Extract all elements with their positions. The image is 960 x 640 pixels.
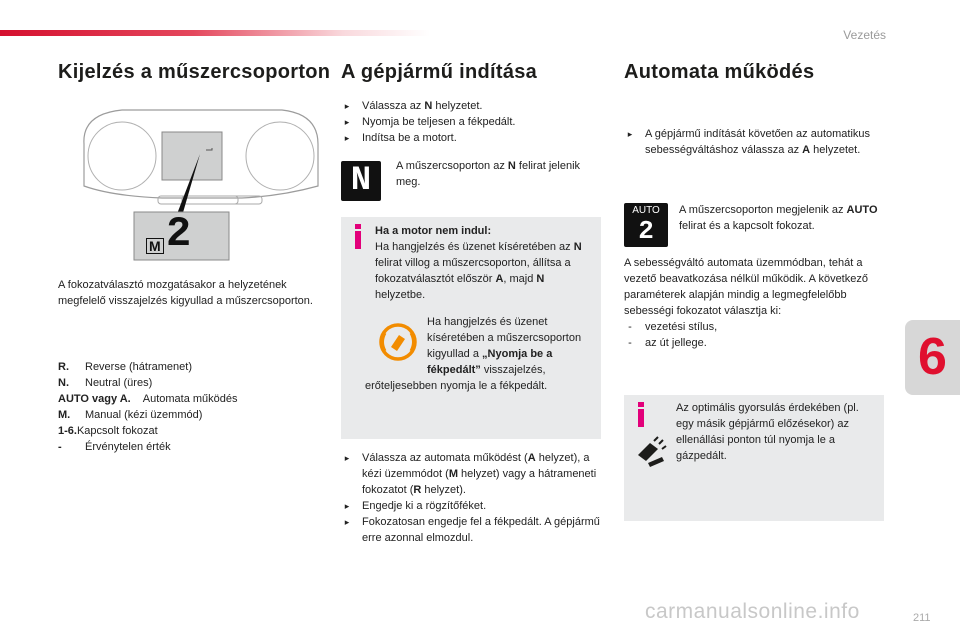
legend-key: AUTO vagy A. (58, 393, 131, 405)
gear-legend (58, 359, 318, 455)
legend-row (58, 423, 318, 439)
box-text-1 (375, 223, 593, 303)
auto-param-list (624, 319, 886, 351)
auto-paragraph: A sebességváltó automata üzemmódban, tehát a vezető beavatkozása nélkül működik. A következő paraméterek alapján mindig a legmegfelelőbb sebességi fokozatot választja ki: (624, 257, 868, 317)
col1-intro: A fokozatválasztó mozgatásakor a helyzetének megfelelő visszajelzés kigyullad a műszercsoporton. (58, 279, 313, 307)
step-text: helyzet). (421, 484, 466, 496)
step-text: Nyomja be teljesen a fékpedált. (362, 116, 516, 128)
step-text: A gépjármű indítását követően az automatikus sebességváltáshoz válassza az (645, 128, 871, 156)
step-item (341, 498, 603, 514)
legend-key: R. (58, 361, 69, 373)
box-bold: N (536, 273, 545, 285)
box-bold: „Nyomja be a fékpedált” (427, 348, 553, 376)
legend-text: Manual (kézi üzemmód) (85, 409, 203, 421)
box-text: , majd (503, 273, 537, 285)
step-bold: M (448, 468, 458, 480)
step-text: Indítsa be a motort. (362, 132, 457, 144)
step-text: Válassza az (362, 100, 425, 112)
step-bold: A (527, 452, 536, 464)
legend-row (58, 391, 318, 407)
auto-step (624, 126, 880, 158)
drive-steps (341, 450, 603, 546)
caption-text: felirat és a kapcsolt fokozat. (679, 220, 815, 232)
list-item (624, 335, 886, 351)
list-text: az út jellege. (645, 337, 707, 349)
legend-row (58, 407, 318, 423)
bullet-arrow-icon: ▸ (344, 453, 350, 463)
neutral-caption (396, 158, 596, 190)
box-text-2 (365, 314, 595, 394)
engine-not-start-box (341, 217, 601, 439)
title-starting-vehicle: A gépjármű indítása (341, 61, 538, 83)
legend-row (58, 359, 318, 375)
dash-marker: - (628, 321, 632, 333)
legend-key: 1-6. (58, 425, 77, 437)
auto-label: AUTO (632, 205, 660, 216)
neutral-display-icon (341, 161, 381, 201)
start-steps (341, 98, 601, 146)
step-text: Engedje ki a rögzítőféket. (362, 500, 487, 512)
title-instrument-display: Kijelzés a műszercsoporton (58, 61, 331, 83)
bullet-arrow-icon: ▸ (344, 117, 350, 127)
box-heading: Ha a motor nem indul: (375, 225, 492, 237)
legend-key: - (58, 441, 62, 453)
step-item (341, 514, 603, 546)
step-text: helyzetet. (810, 144, 861, 156)
caption-bold: N (507, 160, 516, 172)
icon-spacer (365, 314, 427, 370)
box-text: Ha hangjelzés és üzenet kíséretében az (375, 241, 574, 253)
legend-text: Neutral (üres) (85, 377, 153, 389)
bullet-arrow-icon: ▸ (344, 133, 350, 143)
cluster-mode-letter: M (146, 238, 164, 254)
auto-gear-number: 2 (638, 216, 654, 246)
step-bold: R (413, 484, 422, 496)
step-text: Válassza az automata működést ( (362, 452, 528, 464)
legend-row (58, 439, 318, 455)
box-bold: A (495, 273, 504, 285)
cluster-gear-number: 2 (166, 210, 192, 258)
bullet-arrow-icon: ▸ (627, 129, 633, 139)
legend-text: Reverse (hátramenet) (85, 361, 192, 373)
legend-text: Kapcsolt fokozat (76, 425, 158, 437)
step-text: Fokozatosan engedje fel a fékpedált. A gépjármű erre azonnal elmozdul. (362, 516, 600, 544)
step-text: helyzetet. (432, 100, 483, 112)
box-text: felirat villog a műszercsoporton, állítsa a fokozatválasztót először (375, 257, 571, 285)
bullet-arrow-icon: ▸ (344, 101, 350, 111)
section-name: Vezetés (843, 28, 886, 42)
page-number: 211 (913, 612, 931, 624)
accelerator-pedal-icon (632, 435, 668, 471)
auto-caption (679, 202, 879, 234)
step-item (341, 114, 601, 130)
legend-text: Automata működés (142, 393, 238, 405)
info-icon (638, 409, 644, 427)
step-item (341, 130, 601, 146)
legend-row (58, 375, 318, 391)
auto-display-icon (624, 203, 668, 247)
bullet-arrow-icon: ▸ (344, 501, 350, 511)
step-bold: N (424, 100, 433, 112)
title-automatic-operation: Automata működés (624, 61, 815, 83)
step-bold: A (802, 144, 811, 156)
legend-key: N. (58, 377, 69, 389)
step-item (341, 450, 603, 498)
tip-text: Az optimális gyorsulás érdekében (pl. egy másik gépjármű előzésekor) az ellenállási ponton túl nyomja le a gázpedált. (676, 402, 859, 462)
header-accent-bar (0, 30, 430, 36)
info-icon (355, 231, 361, 249)
box-text: helyzetbe. (375, 289, 426, 301)
dash-marker: - (628, 337, 632, 349)
step-text: helyzet) vagy a hátrameneti fokozatot ( (362, 468, 597, 496)
list-text: vezetési stílus, (645, 321, 718, 333)
box-text: visszajelzés, erőteljesebben nyomja le a fékpedált. (365, 364, 548, 392)
neutral-letter: N (350, 162, 372, 200)
step-text: helyzet), a kézi üzemmódot ( (362, 452, 590, 480)
instrument-cluster-illustration (82, 104, 320, 264)
box-bold: N (573, 241, 582, 253)
caption-text: A műszercsoporton az (396, 160, 508, 172)
legend-key: M. (58, 409, 71, 421)
caption-text: A műszercsoporton megjelenik az (679, 204, 847, 216)
watermark: carmanualsonline.info (645, 600, 860, 623)
chapter-tab: 6 (905, 320, 960, 395)
acceleration-tip-box (624, 395, 884, 521)
legend-text: Érvénytelen érték (85, 441, 171, 453)
caption-text: felirat jelenik meg. (396, 160, 581, 188)
box-text: Ha hangjelzés és üzenet kíséretében a műszercsoporton kigyullad a (427, 316, 582, 360)
caption-bold: AUTO (846, 204, 878, 216)
step-item (341, 98, 601, 114)
bullet-arrow-icon: ▸ (344, 517, 350, 527)
list-item (624, 319, 886, 335)
